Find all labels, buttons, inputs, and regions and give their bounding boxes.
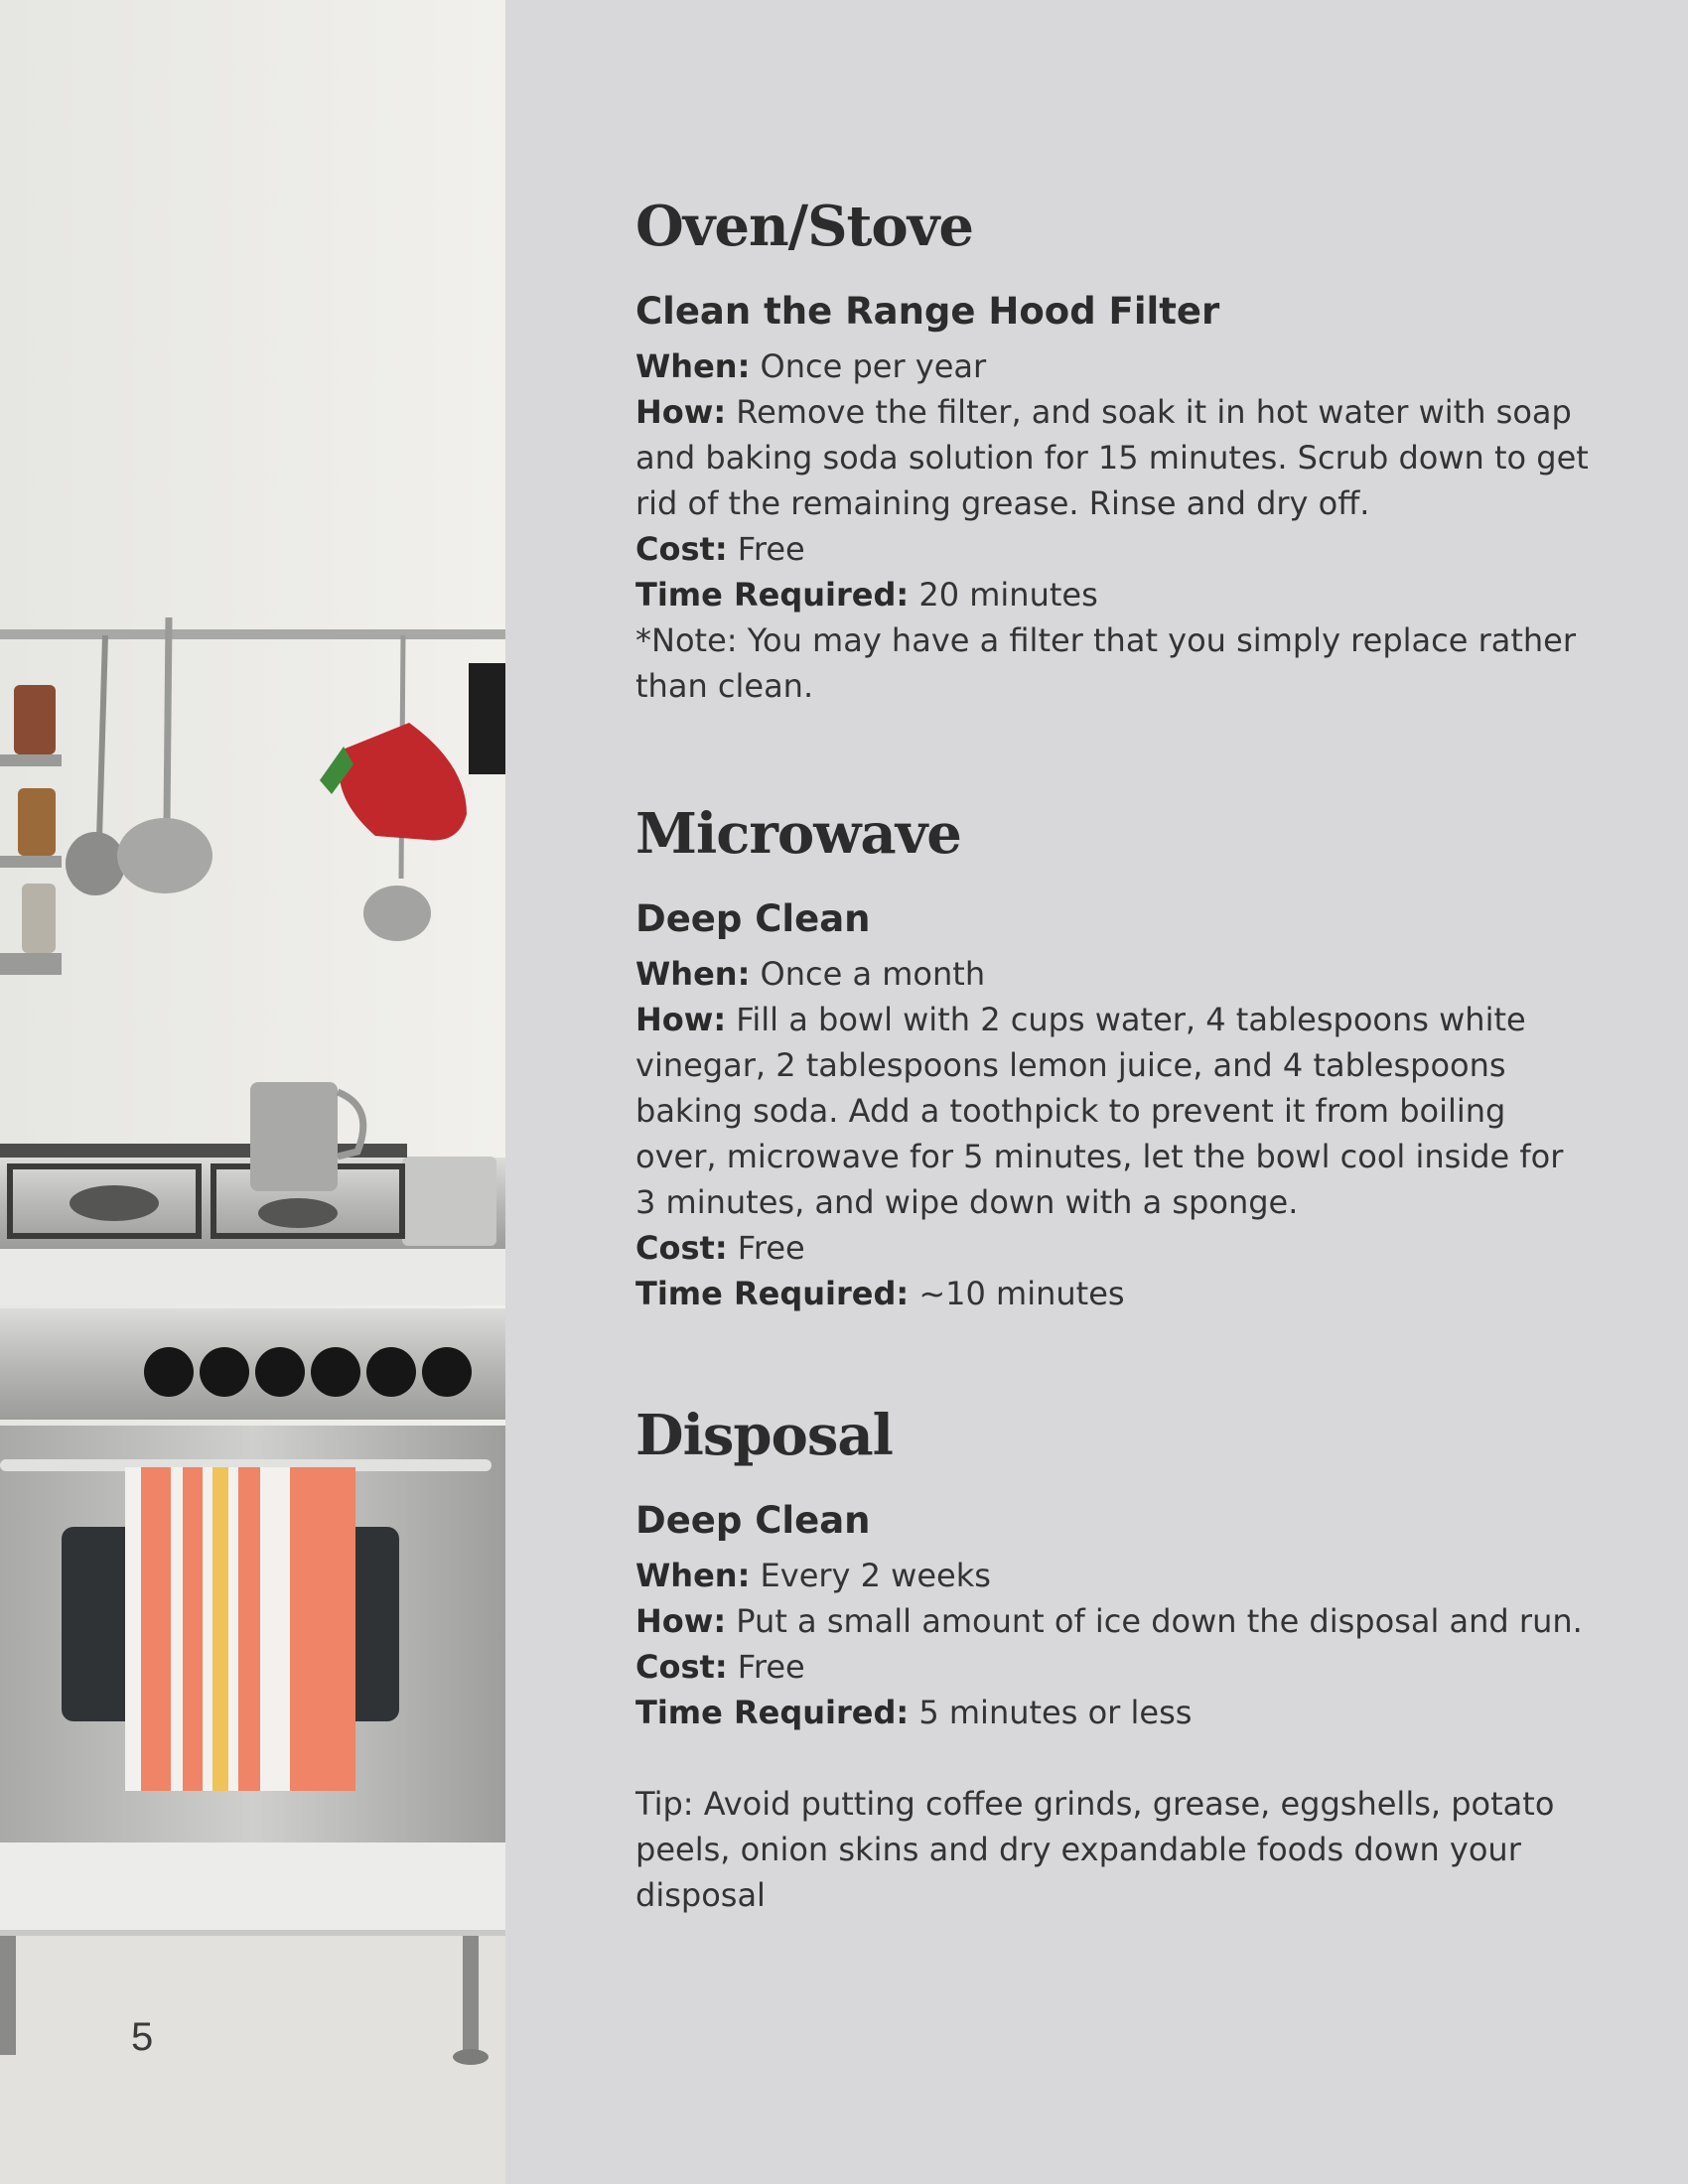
how-value: Fill a bowl with 2 cups water, 4 tablespoons white vinegar, 2 tablespoons lemon juice, and 4 tablespoons baking soda. Add a toothpick to prevent it from boiling over, microwave for 5 minutes, let the bowl cool inside for 3 minutes, and wipe down with a sponge. bbox=[635, 1001, 1564, 1222]
content-panel bbox=[505, 0, 1688, 2184]
note-text: *Note: You may have a filter that you simply replace rather than clean. bbox=[635, 621, 1577, 706]
how-label: How: bbox=[635, 393, 727, 432]
how-label: How: bbox=[635, 1001, 727, 1039]
cost-value: Free bbox=[727, 1229, 805, 1268]
when-value: Once per year bbox=[750, 347, 987, 386]
section-microwave bbox=[635, 801, 1589, 1316]
when-label: When: bbox=[635, 955, 751, 994]
cost-label: Cost: bbox=[635, 1648, 728, 1687]
cost-value: Free bbox=[727, 1648, 805, 1687]
tip-text: Tip: Avoid putting coffee grinds, grease, eggshells, potato peels, onion skins and dry expandable foods down your disposal bbox=[635, 1785, 1555, 1915]
how-line bbox=[635, 997, 1589, 1225]
time-label: Time Required: bbox=[635, 1275, 910, 1313]
time-line bbox=[635, 1271, 1589, 1316]
time-label: Time Required: bbox=[635, 576, 910, 614]
kitchen-stove-photo bbox=[0, 0, 505, 2184]
how-label: How: bbox=[635, 1602, 727, 1641]
task-title: Clean the Range Hood Filter bbox=[635, 290, 1220, 333]
when-line bbox=[635, 1553, 1589, 1598]
section-title: Disposal bbox=[635, 1403, 893, 1468]
how-line bbox=[635, 389, 1589, 526]
task-title: Deep Clean bbox=[635, 897, 871, 940]
when-line bbox=[635, 343, 1589, 389]
when-line bbox=[635, 951, 1589, 997]
section-oven-stove bbox=[635, 194, 1589, 709]
how-line bbox=[635, 1598, 1589, 1644]
when-label: When: bbox=[635, 347, 751, 386]
when-value: Once a month bbox=[750, 955, 986, 994]
section-title: Oven/Stove bbox=[635, 194, 973, 259]
section-disposal bbox=[635, 1403, 1589, 1918]
when-value: Every 2 weeks bbox=[750, 1557, 991, 1595]
how-value: Put a small amount of ice down the disposal and run. bbox=[726, 1602, 1583, 1641]
page-number: 5 bbox=[131, 2015, 154, 2059]
how-value: Remove the filter, and soak it in hot water with soap and baking soda solution for 15 minutes. Scrub down to get rid of the remaining grease. Rinse and dry off. bbox=[635, 393, 1589, 523]
cost-label: Cost: bbox=[635, 1229, 728, 1268]
cost-label: Cost: bbox=[635, 530, 728, 569]
time-value: 5 minutes or less bbox=[909, 1694, 1193, 1732]
time-label: Time Required: bbox=[635, 1694, 910, 1732]
cost-line bbox=[635, 1644, 1589, 1690]
cost-line bbox=[635, 526, 1589, 572]
time-value: 20 minutes bbox=[909, 576, 1098, 614]
cost-line bbox=[635, 1225, 1589, 1271]
time-value: ~10 minutes bbox=[909, 1275, 1125, 1313]
cost-value: Free bbox=[727, 530, 805, 569]
when-label: When: bbox=[635, 1557, 751, 1595]
time-line bbox=[635, 1690, 1589, 1735]
section-title: Microwave bbox=[635, 801, 961, 867]
time-line bbox=[635, 572, 1589, 617]
task-title: Deep Clean bbox=[635, 1499, 871, 1542]
